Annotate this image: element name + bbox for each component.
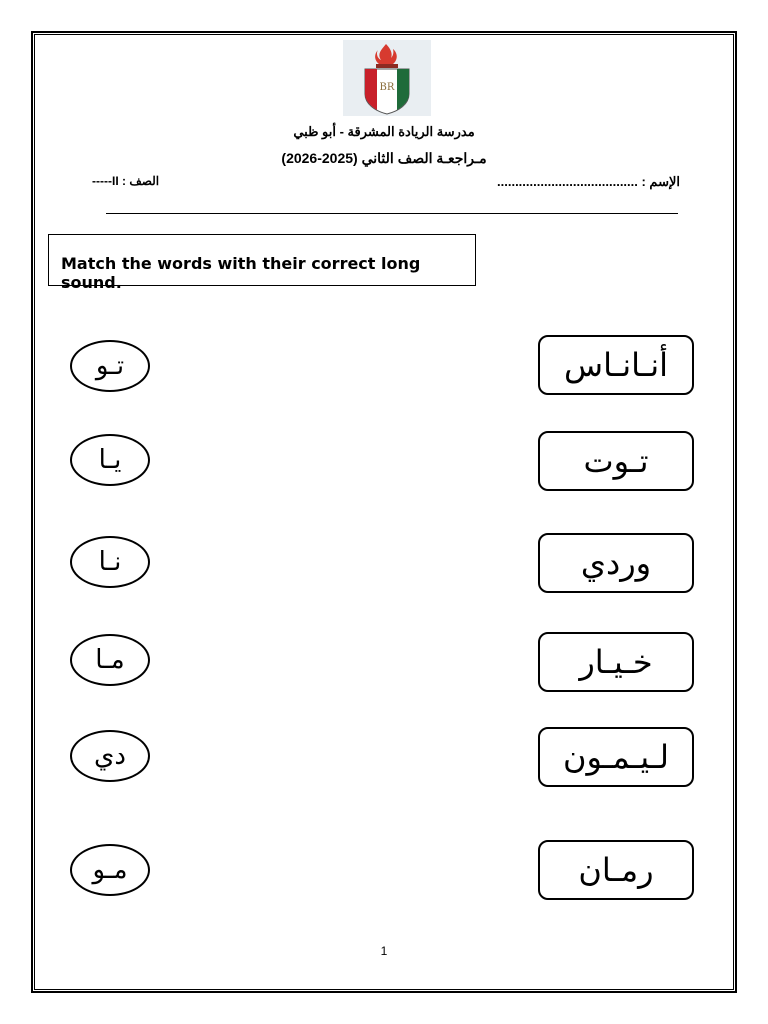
word-box[interactable]: لـيـمـون [538,727,694,787]
instruction-box: Match the words with their correct long sound. [48,234,476,286]
word-box[interactable]: وردي [538,533,694,593]
page-number: 1 [380,944,388,958]
student-name-field: الإسم : ....................................... [497,174,680,189]
syllable-oval[interactable]: مـا [70,634,150,686]
syllable-oval[interactable]: تـو [70,340,150,392]
word-box[interactable]: أنـانـاس [538,335,694,395]
syllable-oval[interactable]: دي [70,730,150,782]
word-box[interactable]: رمـان [538,840,694,900]
header-divider [106,213,678,214]
svg-text:BR: BR [379,82,395,93]
syllable-oval[interactable]: مـو [70,844,150,896]
school-name: مدرسة الريادة المشرقة - أبو ظبي [293,124,475,139]
grade-field: الصف : II----- [92,174,160,188]
syllable-oval[interactable]: نـا [70,536,150,588]
syllable-oval[interactable]: يـا [70,434,150,486]
school-logo [343,40,431,116]
word-box[interactable]: تـوت [538,431,694,491]
review-title: مـراجعـة الصف الثاني (2025-2026) [281,150,487,166]
word-box[interactable]: خـيـار [538,632,694,692]
